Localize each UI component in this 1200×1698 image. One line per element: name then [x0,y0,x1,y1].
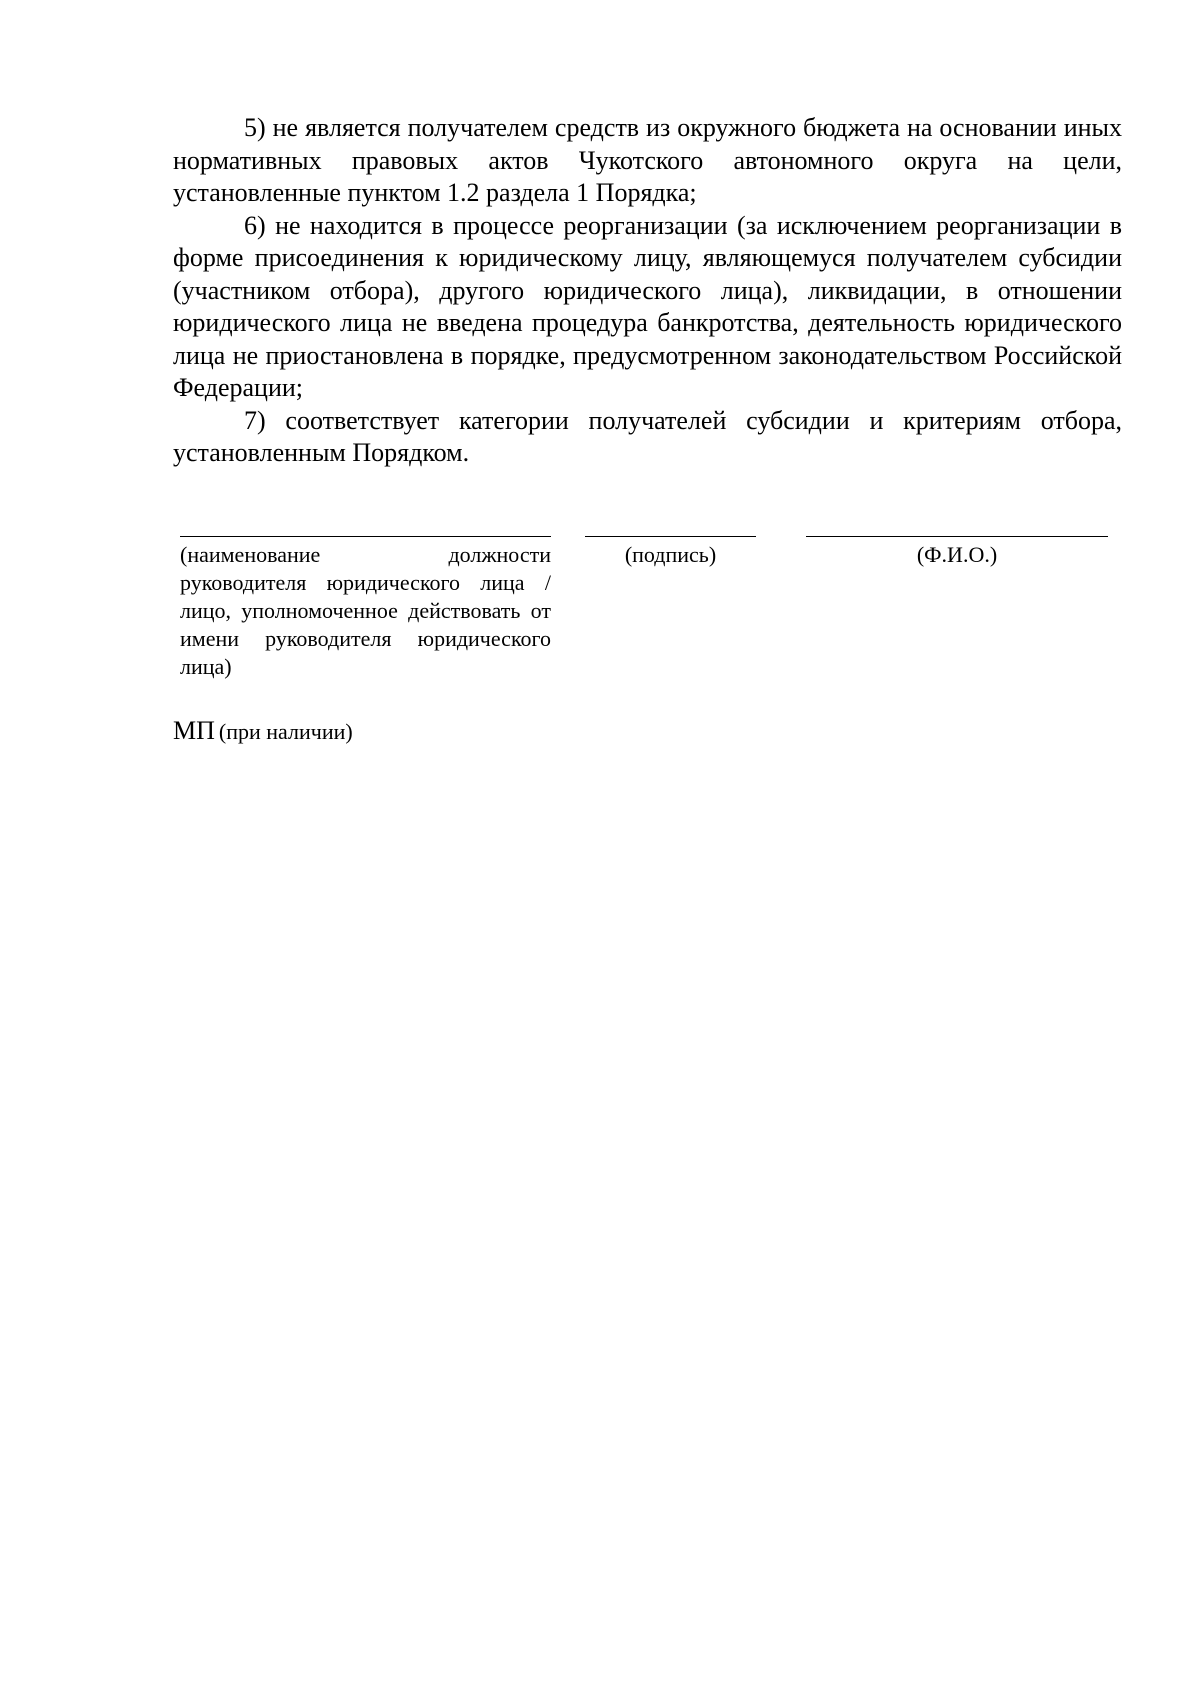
clause-6: 6) не находится в процессе реорганизации (за исключением реорганизации в форме присоединения к юридическому лицу, являющемуся получателем субсидии (участником отбора), другого юридического лица), ликвидации, в отношении юридического лица не введена процедура банкротства, деятельность юридического лица не приостановлена в порядке, предусмотренном законодательством Российской Федерации; [173,210,1122,402]
stamp-placeholder [173,716,353,746]
stamp-note: (при наличии) [218,719,353,744]
clause-5: 5) не является получателем средств из окружного бюджета на основании иных нормативных правовых актов Чукотского автономного округа на цели, установленные пунктом 1.2 раздела 1 Порядка; [173,113,1122,207]
position-caption: (наименование должности руководителя юридического лица / лицо, уполномоченное действовать от имени руководителя юридического лица) [180,536,551,681]
clause-7: 7) соответствует категории получателей субсидии и критериям отбора, установленным Порядком. [173,405,1122,467]
document-body [173,112,1122,470]
signature-caption: (подпись) [585,536,756,569]
stamp-label: МП [173,716,215,745]
fio-caption: (Ф.И.О.) [806,536,1108,569]
signature-block [180,536,1122,686]
